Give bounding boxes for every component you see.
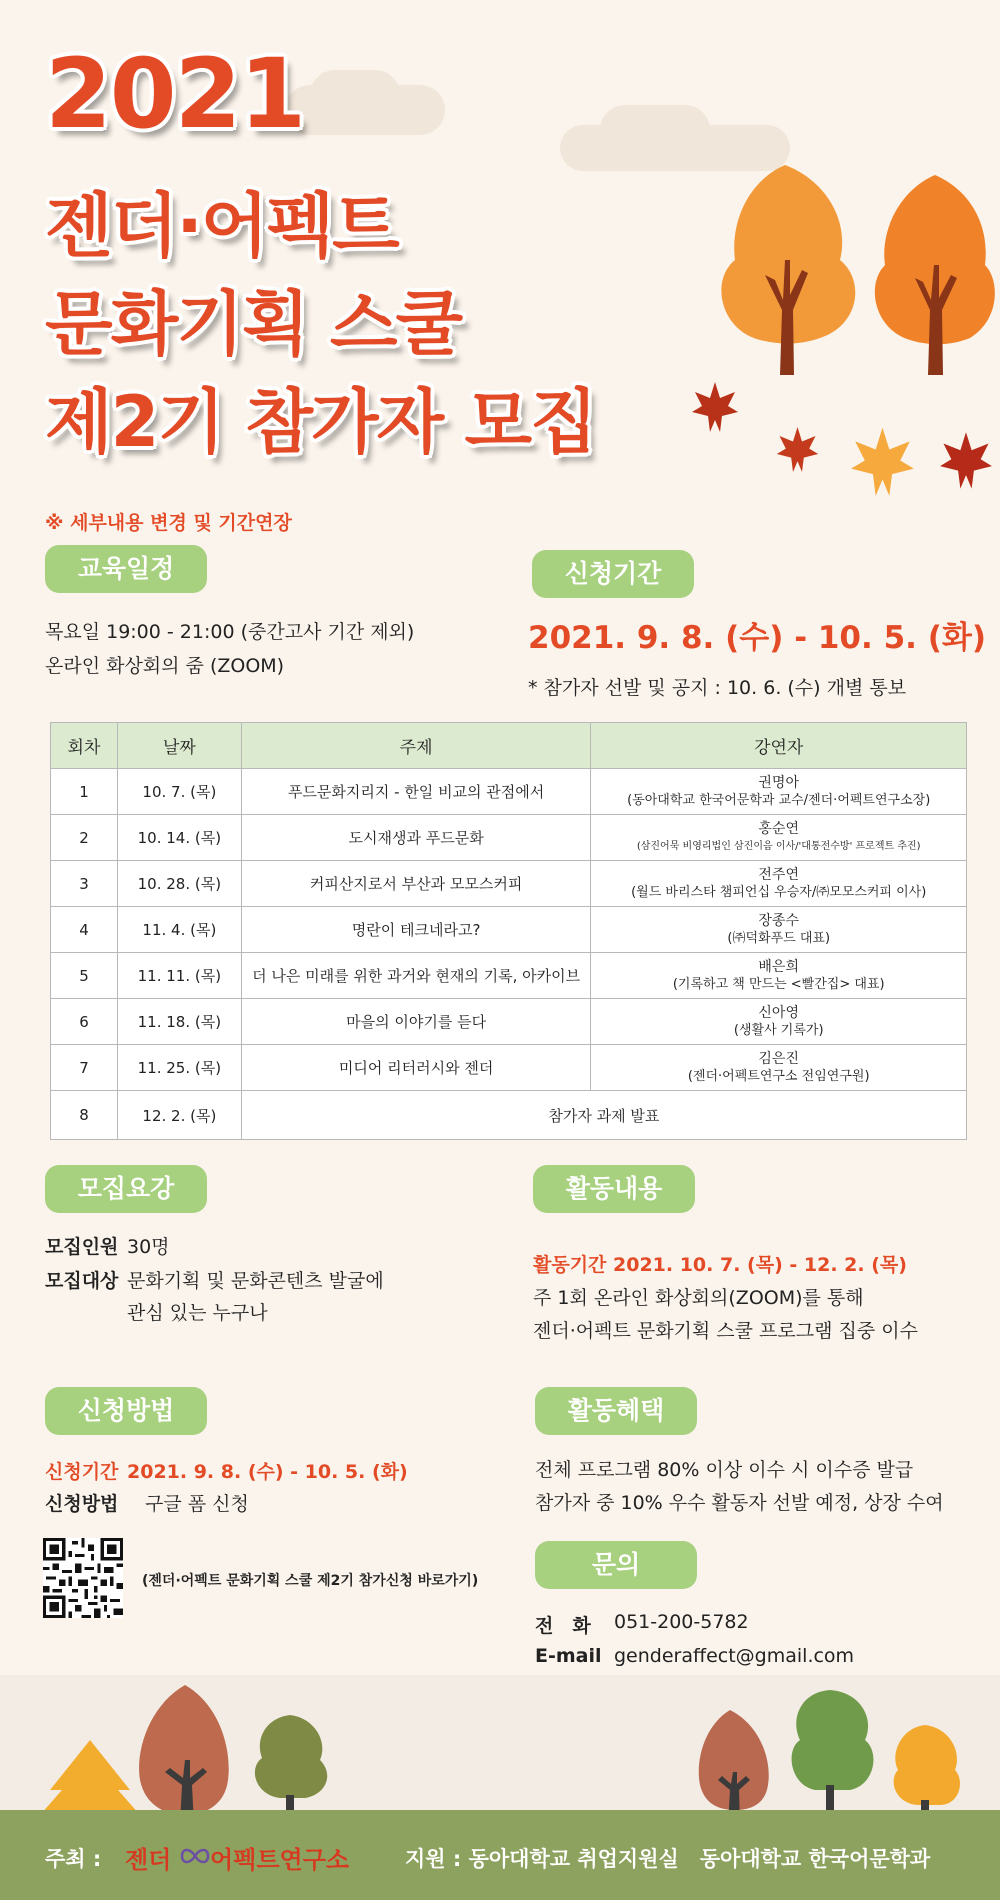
lecturer-affiliation: (삼진어묵 비영리법인 삼진이음 이사/'대통전수방' 프로젝트 추진) <box>636 840 921 852</box>
benefit-line-2: 참가자 중 10% 우수 활동자 선발 예정, 상장 수여 <box>535 1492 944 1514</box>
apply-period-label: 신청기간 <box>532 550 694 598</box>
host-name-part-2: 어펙트연구소 <box>210 1846 350 1874</box>
method-period-label: 신청기간 <box>45 1461 119 1483</box>
cell-date: 10. 14. (목) <box>117 815 241 861</box>
notice-text: ※ 세부내용 변경 및 기간연장 <box>45 512 292 534</box>
apply-period-value: 2021. 9. 8. (수) - 10. 5. (화) <box>528 620 986 656</box>
activity-line-2: 젠더·어펙트 문화기획 스쿨 프로그램 집중 이수 <box>533 1320 918 1342</box>
maple-leaf-icon <box>775 425 820 475</box>
contact-label: 문의 <box>535 1541 697 1589</box>
header-topic: 주제 <box>241 723 591 769</box>
lecturer-affiliation: (기록하고 책 만드는 <빨간집> 대표) <box>672 976 885 992</box>
method-type-label: 신청방법 <box>45 1493 119 1515</box>
bottom-trees-illustration <box>0 1680 1000 1830</box>
cell-date: 10. 28. (목) <box>117 861 241 907</box>
header-no: 회차 <box>51 723 118 769</box>
qr-caption[interactable]: (젠더·어펙트 문화기획 스쿨 제2기 참가신청 바로가기) <box>142 1573 479 1589</box>
benefit-label: 활동혜택 <box>535 1387 697 1435</box>
maple-leaf-icon <box>935 430 997 492</box>
schedule-line-2: 온라인 화상회의 줌 (ZOOM) <box>45 655 285 677</box>
cell-lecturer <box>591 953 967 999</box>
cell-no: 2 <box>51 815 118 861</box>
table-row <box>51 907 967 953</box>
recruit-label: 모집요강 <box>45 1165 207 1213</box>
activity-period-label: 활동기간 <box>533 1254 607 1276</box>
title-line-1: 젠더·어펙트 <box>45 185 398 267</box>
table-header-row <box>51 723 967 769</box>
lecturer-affiliation: (월드 바리스타 챔피언십 우승자/㈜모모스커피 이사) <box>631 884 927 900</box>
cell-topic: 미디어 리터러시와 젠더 <box>241 1045 591 1091</box>
header-lecturer: 강연자 <box>591 723 967 769</box>
infinity-logo-icon <box>180 1848 210 1864</box>
cell-topic: 더 나은 미래를 위한 과거와 현재의 기록, 아카이브 <box>241 953 591 999</box>
phone-label: 전 화 <box>535 1615 591 1637</box>
lecturer-name: 신아영 <box>758 1004 799 1021</box>
cell-topic: 커피산지로서 부산과 모모스커피 <box>241 861 591 907</box>
header-date: 날짜 <box>117 723 241 769</box>
schedule-label: 교육일정 <box>45 545 207 593</box>
activity-line-1: 주 1회 온라인 화상회의(ZOOM)를 통해 <box>533 1287 864 1309</box>
table-row <box>51 1045 967 1091</box>
activity-label: 활동내용 <box>533 1165 695 1213</box>
host-name-part-1: 젠더 <box>125 1846 172 1874</box>
cell-lecturer <box>591 907 967 953</box>
autumn-trees-illustration <box>690 160 1000 390</box>
cell-date: 11. 25. (목) <box>117 1045 241 1091</box>
lecturer-affiliation: (㈜덕화푸드 대표) <box>727 930 831 946</box>
cell-no: 7 <box>51 1045 118 1091</box>
recruit-count-label: 모집인원 <box>45 1236 119 1258</box>
cell-date: 11. 18. (목) <box>117 999 241 1045</box>
cell-topic: 도시재생과 푸드문화 <box>241 815 591 861</box>
title-line-2: 문화기획 스쿨 <box>45 283 462 365</box>
table-row <box>51 1091 967 1140</box>
cell-no: 1 <box>51 769 118 815</box>
cell-lecturer <box>591 1045 967 1091</box>
selection-note: * 참가자 선발 및 공지 : 10. 6. (수) 개별 통보 <box>528 677 907 699</box>
recruit-target-line-2: 관심 있는 누구나 <box>127 1302 268 1324</box>
lecturer-name: 장종수 <box>758 912 799 929</box>
lecturer-name: 김은진 <box>758 1050 799 1067</box>
method-period-value: 2021. 9. 8. (수) - 10. 5. (화) <box>127 1461 408 1483</box>
lecturer-name: 홍순연 <box>758 820 799 837</box>
phone-value[interactable]: 051-200-5782 <box>614 1611 749 1633</box>
activity-period-value: 2021. 10. 7. (목) - 12. 2. (목) <box>613 1254 907 1276</box>
benefit-line-1: 전체 프로그램 80% 이상 이수 시 이수증 발급 <box>535 1459 914 1481</box>
qr-code-icon[interactable] <box>43 1538 123 1618</box>
lecturer-affiliation: (젠더·어펙트연구소 전임연구원) <box>687 1068 870 1084</box>
cell-lecturer <box>591 999 967 1045</box>
lecturer-affiliation: (생활사 기록가) <box>733 1022 824 1038</box>
cell-no: 3 <box>51 861 118 907</box>
table-row <box>51 861 967 907</box>
table-row <box>51 999 967 1045</box>
table-row <box>51 953 967 999</box>
email-label: E-mail <box>535 1645 602 1667</box>
cell-date: 12. 2. (목) <box>117 1091 241 1140</box>
cloud-decoration <box>600 105 710 155</box>
schedule-line-1: 목요일 19:00 - 21:00 (중간고사 기간 제외) <box>45 621 415 643</box>
cell-no: 8 <box>51 1091 118 1140</box>
cell-topic: 참가자 과제 발표 <box>241 1091 966 1140</box>
lecturer-name: 전주연 <box>758 866 799 883</box>
schedule-table <box>50 722 967 1140</box>
cell-no: 4 <box>51 907 118 953</box>
cell-date: 10. 7. (목) <box>117 769 241 815</box>
lecturer-name: 권명아 <box>758 774 799 791</box>
cell-no: 6 <box>51 999 118 1045</box>
cloud-decoration <box>310 70 400 120</box>
method-label: 신청방법 <box>45 1387 207 1435</box>
lecturer-affiliation: (동아대학교 한국어문학과 교수/젠더·어펙트연구소장) <box>627 792 931 808</box>
support-text: 지원 : 동아대학교 취업지원실 동아대학교 한국어문학과 <box>405 1847 931 1871</box>
cell-date: 11. 11. (목) <box>117 953 241 999</box>
method-type-value: 구글 폼 신청 <box>145 1493 249 1515</box>
cell-lecturer <box>591 861 967 907</box>
table-row <box>51 815 967 861</box>
recruit-target-label: 모집대상 <box>45 1270 119 1292</box>
cell-topic: 명란이 테크네라고? <box>241 907 591 953</box>
cell-date: 11. 4. (목) <box>117 907 241 953</box>
cell-lecturer <box>591 769 967 815</box>
email-value[interactable]: genderaffect@gmail.com <box>614 1645 855 1667</box>
title-line-3: 제2기 참가자 모집 <box>45 381 596 463</box>
table-row <box>51 769 967 815</box>
host-label: 주최 : <box>45 1847 102 1871</box>
maple-leaf-icon <box>840 425 925 500</box>
recruit-count-value: 30명 <box>127 1236 170 1258</box>
cell-topic: 마을의 이야기를 듣다 <box>241 999 591 1045</box>
cell-no: 5 <box>51 953 118 999</box>
maple-leaf-icon <box>690 380 740 435</box>
cell-lecturer <box>591 815 967 861</box>
cell-topic: 푸드문화지리지 - 한일 비교의 관점에서 <box>241 769 591 815</box>
recruit-target-line-1: 문화기획 및 문화콘텐츠 발굴에 <box>127 1270 384 1292</box>
lecturer-name: 배은희 <box>758 958 799 975</box>
year-title: 2021 <box>45 38 305 150</box>
